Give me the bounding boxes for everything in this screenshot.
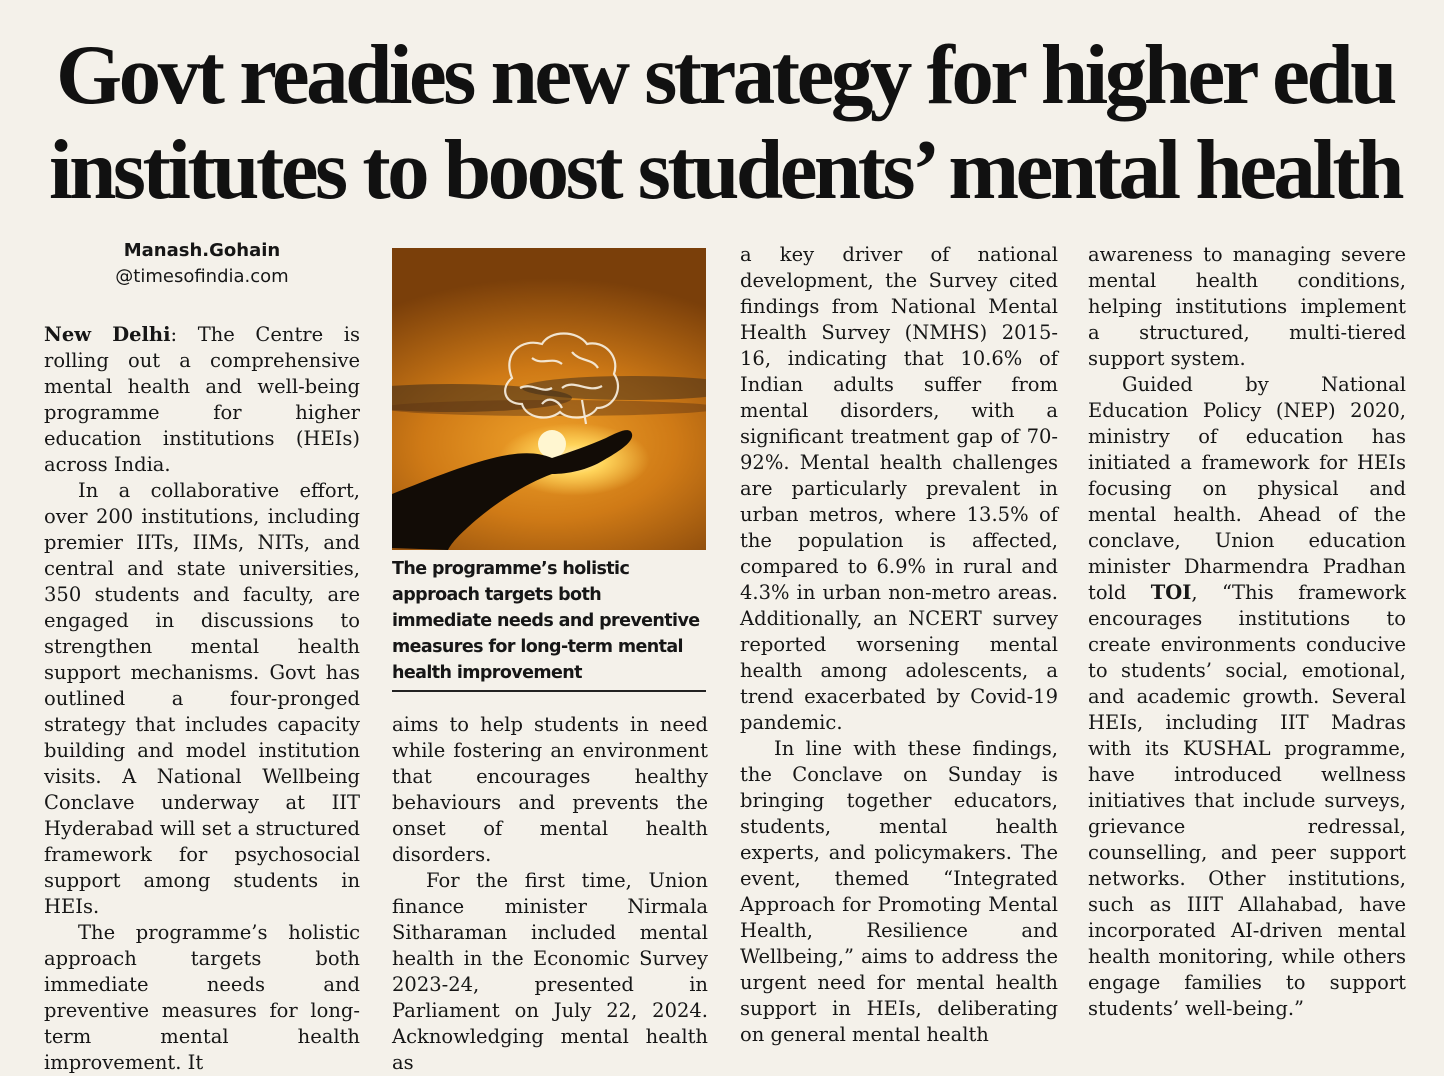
headline-line-2: institutes to boost students’ mental health xyxy=(48,123,1402,217)
article-paragraph: In a collaborative effort, over 200 institutions, including premier IITs, IIMs, NITs, and central and state universities, 350 students and faculty, are engaged in discussions to strengthen mental health support mechanisms. Govt has outlined a four-pronged strategy that includes capacity building and model institution visits. A National Wellbeing Conclave underway at IIT Hyderabad will set a structured framework for psychosocial support among students in HEIs. xyxy=(44,479,360,918)
article-paragraph: a key driver of national development, the Survey cited findings from National Mental Health Survey (NMHS) 2015-16, indicating that 10.6% of Indian adults suffer from mental disorders, with a significant treatment gap of 70-92%. Mental health challenges are particularly prevalent in urban metros, where 13.5% of the population is affected, compared to 6.9% in rural and 4.3% in urban non-metro areas. Additionally, an NCERT survey reported worsening mental health among adolescents, a trend exacerbated by Covid-19 pandemic. xyxy=(740,243,1058,734)
article-column-4 xyxy=(1088,242,1406,1022)
article-paragraph: aims to help students in need while fostering an environment that encourages healthy behaviours and prevents the onset of mental health disorders. xyxy=(392,713,708,866)
paragraph-text: The Centre is rolling out a comprehensive mental health and well-being programme for higher education institutions (HEIs) across India. xyxy=(44,323,360,476)
article-paragraph xyxy=(1088,372,1406,1022)
byline xyxy=(44,238,360,290)
article-photo xyxy=(392,248,706,550)
article-paragraph: For the first time, Union finance minister Nirmala Sitharaman included mental health in the Economic Survey 2023-24, presented in Parliament on July 22, 2024. Acknowledging mental health as xyxy=(392,869,708,1074)
article-column-1 xyxy=(44,238,360,1076)
article-column-2 xyxy=(392,712,708,1076)
article-paragraph: The programme’s holistic approach targets both immediate needs and preventive measures for long-term mental health improvement. It xyxy=(44,921,360,1074)
article-paragraph: In line with these findings, the Conclave on Sunday is bringing together educators, students, mental health experts, and policymakers. The event, themed “Integrated Approach for Promoting Mental Health, Resilience and Wellbeing,” aims to address the urgent need for mental health support in HEIs, deliberating on general mental health xyxy=(740,737,1058,1046)
byline-email: @timesofindia.com xyxy=(115,266,289,287)
dateline: New Delhi xyxy=(44,323,171,346)
article-paragraph: New Delhi: The Centre is rolling out a comprehensive mental health and well-being programme for higher education institutions (HEIs) across India. xyxy=(44,323,360,476)
paragraph-text: , “This framework encourages institutions to create environments conducive to students’ social, emotional, and academic growth. Several HEIs, including IIT Madras with its KUSHAL programme, have introduced wellness initiatives that include surveys, grievance redressal, counselling, and peer support networks. Other institutions, such as IIIT Allahabad, have incorporated AI-driven mental health monitoring, while others engage families to support students’ well-being.” xyxy=(1088,581,1407,1020)
article-column-3 xyxy=(740,242,1058,1048)
photo-caption: The programme’s holistic approach targets both immediate needs and preventive measures for long-term mental health improvement xyxy=(392,556,706,692)
paragraph-text: Guided by National Education Policy (NEP) 2020, ministry of education has initiated a framework for HEIs focusing on physical and mental health. Ahead of the conclave, Union education minister Dharmendra Pradhan told xyxy=(1088,373,1406,604)
toi-label: TOI xyxy=(1150,581,1192,604)
brain-on-hand-icon xyxy=(392,248,706,550)
headline xyxy=(40,28,1410,218)
headline-line-1: Govt readies new strategy for higher edu xyxy=(56,28,1394,122)
byline-name: Manash.Gohain xyxy=(123,240,281,261)
article-paragraph: awareness to managing severe mental health conditions, helping institutions implement a structured, multi-tiered support system. xyxy=(1088,243,1406,370)
